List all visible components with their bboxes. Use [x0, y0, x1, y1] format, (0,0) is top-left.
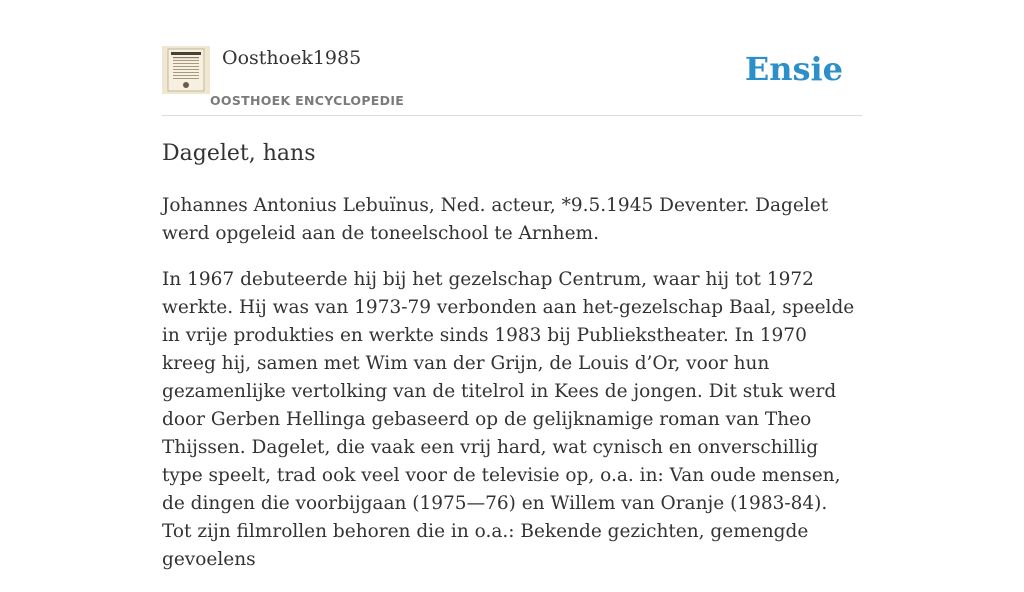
header-divider	[162, 115, 862, 116]
author-avatar[interactable]	[162, 46, 210, 94]
encyclopedia-cover-icon	[162, 46, 210, 94]
author-name[interactable]: Oosthoek1985	[222, 47, 362, 69]
article-title: Dagelet, hans	[162, 141, 316, 166]
source-label[interactable]: OOSTHOEK ENCYCLOPEDIE	[210, 93, 405, 108]
article-paragraph: In 1967 debuteerde hij bij het gezelschap Centrum, waar hij tot 1972 werkte. Hij was van 1973-79 verbonden aan het-gezelschap Baal, speelde in vrije produkties en werkte sinds 1983 bij Publiekstheater. In 1970 kreeg hij, samen met Wim van der Grijn, de Louis d’Or, voor hun gezamenlijke vertolking van de titelrol in Kees de jongen. Dit stuk werd door Gerben Hellinga gebaseerd op de gelijknamige roman van Theo Thijssen. Dagelet, die vaak een vrij hard, wat cynisch en onverschillig type speelt, trad ook veel voor de televisie op, o.a. in: Van oude mensen, de dingen die voorbijgaan (1975—76) en Willem van Oranje (1983-84). Tot zijn filmrollen behoren die in o.a.: Bekende gezichten, gemengde gevoelens	[162, 269, 855, 570]
brand-logo[interactable]: Ensie	[744, 50, 843, 88]
article-paragraph: Johannes Antonius Lebuïnus, Ned. acteur, *9.5.1945 Deventer. Dagelet werd opgeleid aan de toneelschool te Arnhem.	[162, 195, 829, 244]
article-body	[162, 192, 862, 592]
